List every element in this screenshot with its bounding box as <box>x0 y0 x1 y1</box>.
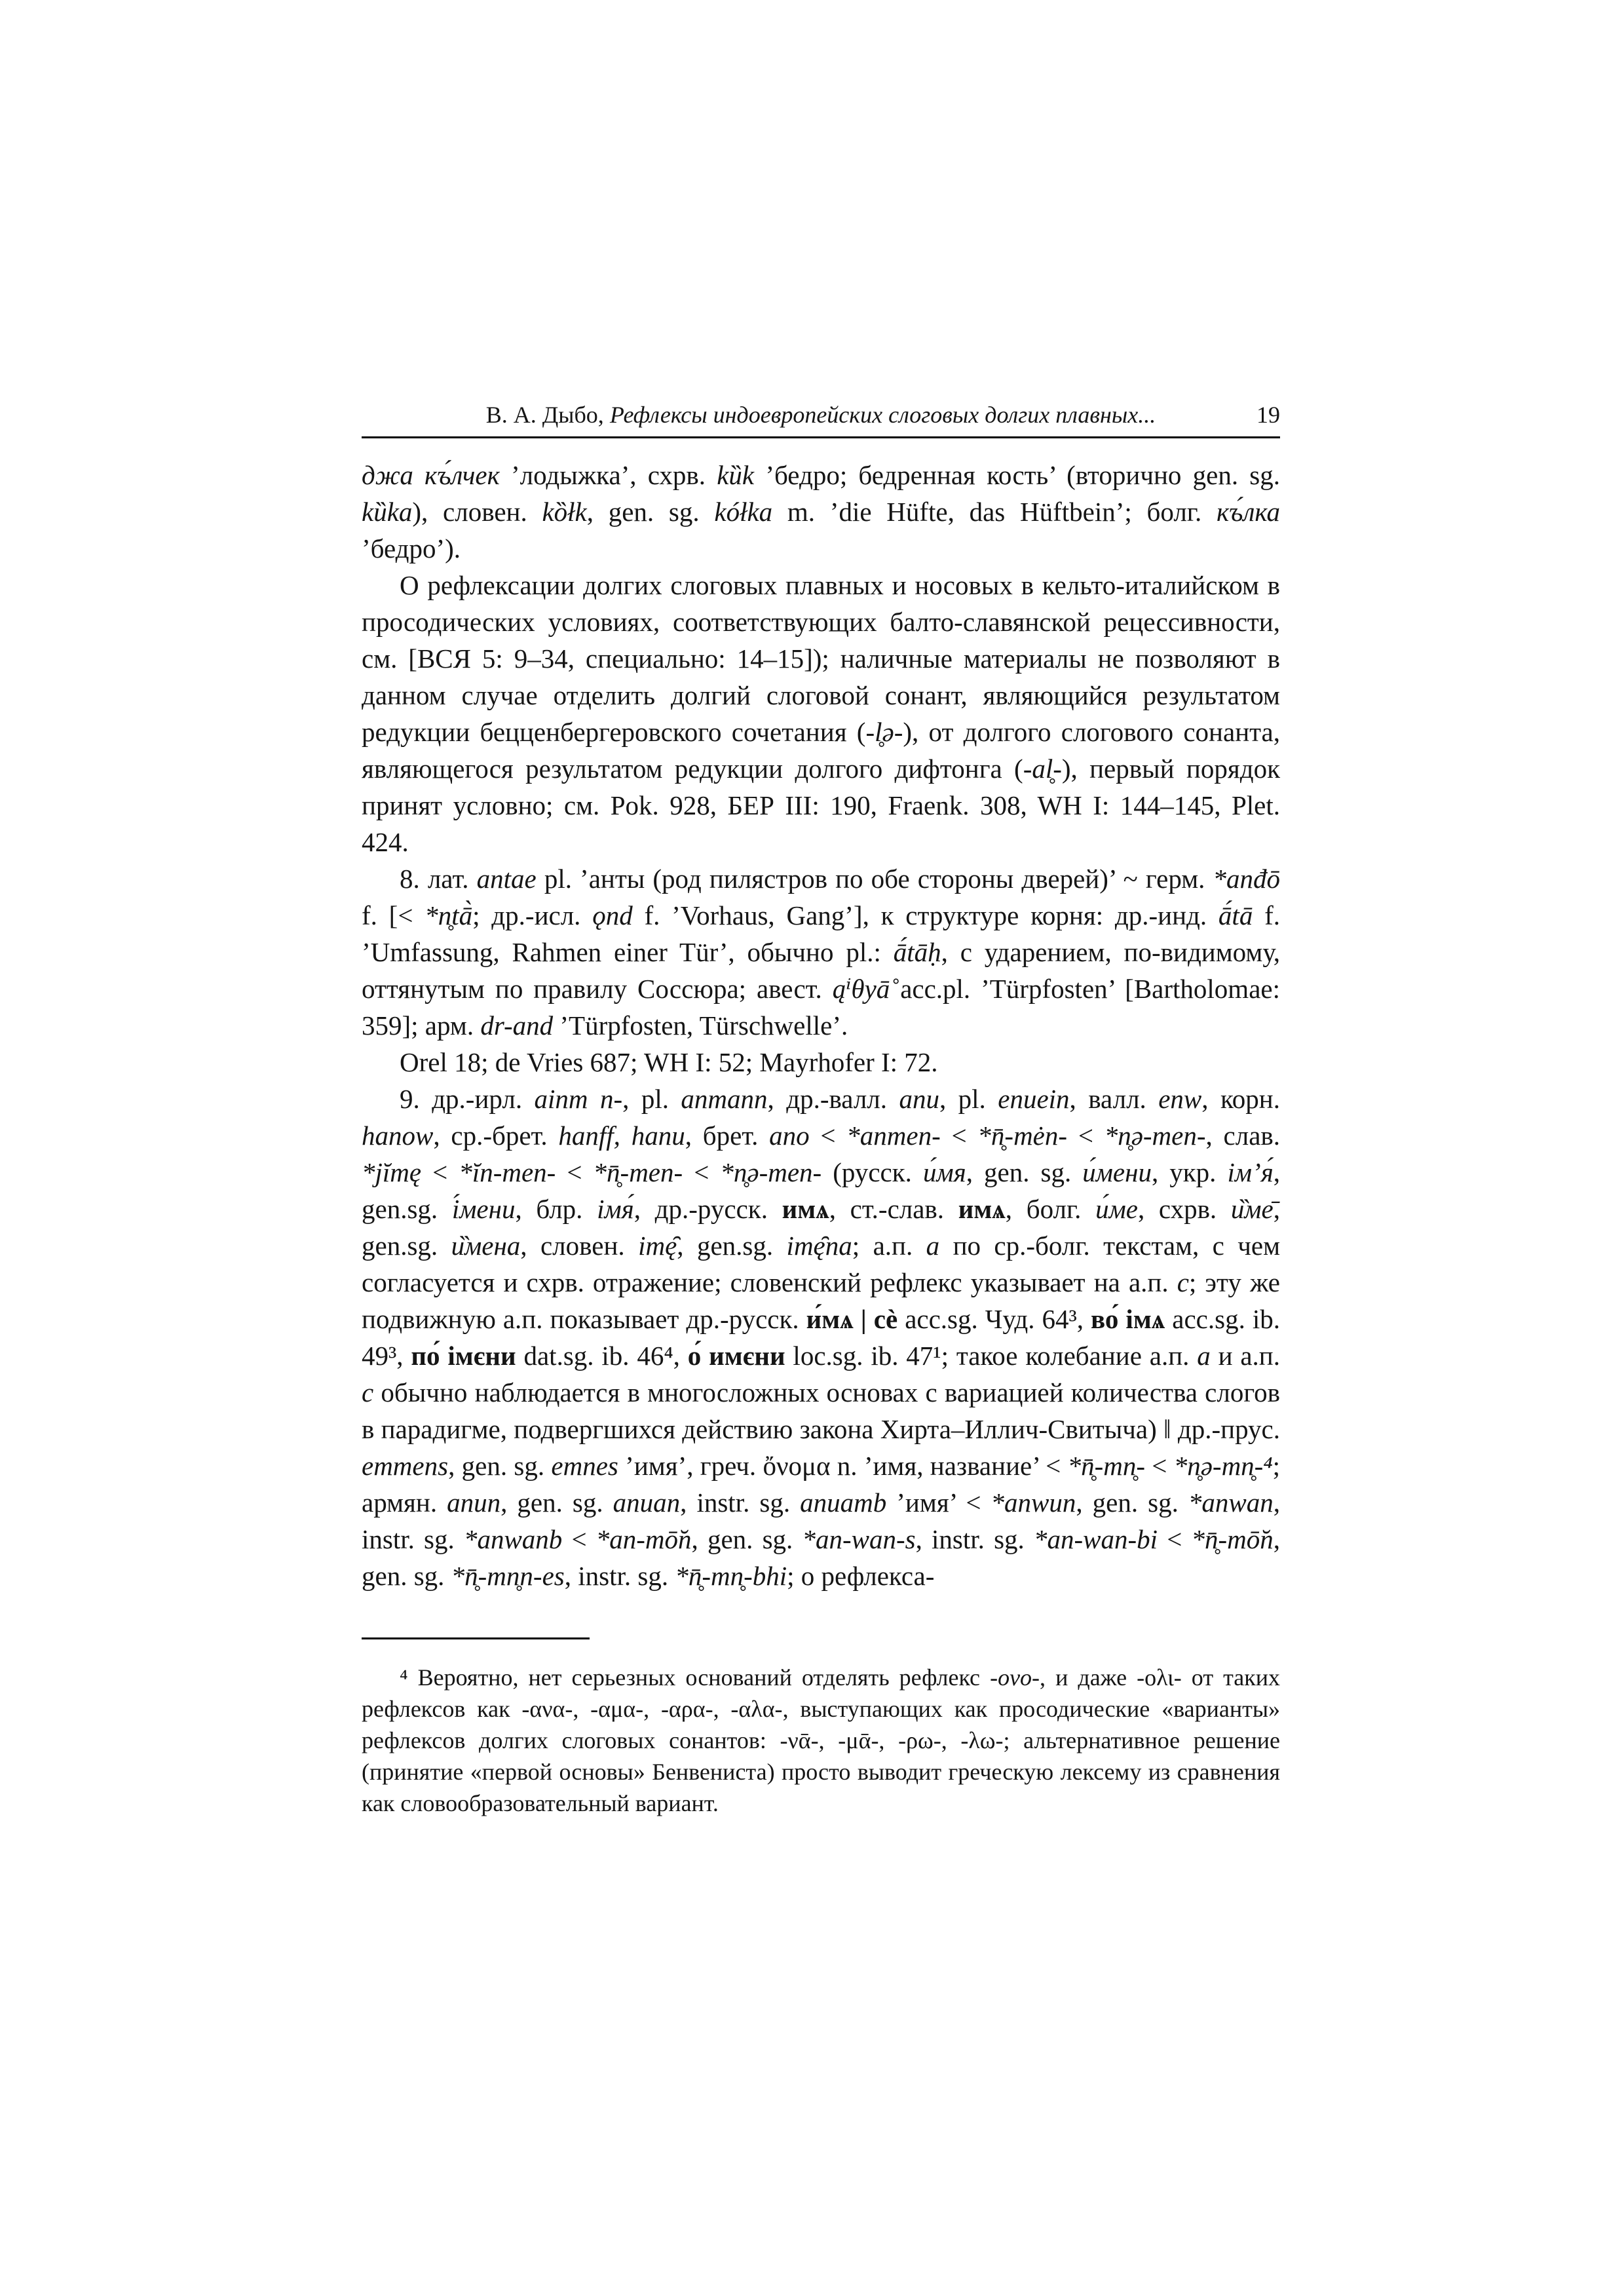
text-run: ’имя’, греч. <box>618 1451 763 1481</box>
text-run: *n̥̄-mō̆n <box>1191 1524 1274 1554</box>
text-run: и̏ме̄ <box>1230 1194 1274 1224</box>
text-run: О рефлексации долгих слоговых плавных и носовых в кельто-италийском в просодических условиях, соответствующих балто-славянской рецессивности, см. [ВСЯ 5: 9–34, специально: 14–15]); наличные материалы не позволяют в данном случае отделить долгий слоговой сонант, являющийся результатом редукции бецценбергеровского сочетания ( <box>362 570 1280 747</box>
text-run: ano <box>769 1120 810 1151</box>
running-head-work-title: Рефлексы индоевропейских слоговых долгих плавных... <box>609 402 1156 428</box>
text-run: n. ’имя, название’ < <box>830 1451 1068 1481</box>
text-run: и́мени <box>1082 1157 1152 1187</box>
text-run: *anmen- <box>846 1120 941 1151</box>
text-run: и́мя <box>922 1157 966 1187</box>
text-run: ǫnd <box>592 900 633 930</box>
text-run: ainm n- <box>534 1084 623 1114</box>
text-run: , др.-валл. <box>767 1084 899 1114</box>
text-run: -ολι- <box>1137 1664 1182 1691</box>
text-run: , слав. <box>1205 1120 1280 1151</box>
text-run: , pl. <box>939 1084 998 1114</box>
text-run: -l̥ə- <box>865 717 903 747</box>
text-run: , валл. <box>1069 1084 1159 1114</box>
text-run: , instr. sg. <box>680 1487 801 1518</box>
text-column <box>362 401 1280 1819</box>
text-run: (русск. <box>821 1157 923 1187</box>
text-run: c <box>1177 1267 1189 1297</box>
text-run: c <box>362 1377 374 1407</box>
text-run: *n̥̄-men- <box>593 1157 683 1187</box>
text-run: и́мѧ | сѐ <box>806 1304 898 1334</box>
text-run: имѧ <box>782 1194 829 1224</box>
text-run: *n̥̄-mn̥- <box>1067 1451 1145 1481</box>
text-run: *jĭmę <box>362 1157 422 1187</box>
text-run: , с ударением, по-видимому, оттянутым по правилу Соссюра; авест. <box>362 937 1280 1004</box>
body-paragraphs <box>362 457 1280 1594</box>
text-run: enw <box>1158 1084 1202 1114</box>
text-run: < <box>1144 1451 1174 1481</box>
text-run: dr-and <box>480 1010 554 1041</box>
text-run: f. ’Vorhaus, Gang’], к структуре корня: др.-инд. <box>632 900 1218 930</box>
text-run: *n̥tā̀ <box>425 900 473 930</box>
text-run: f. [< <box>362 900 425 930</box>
text-run: *n̥ə-men- <box>720 1157 822 1187</box>
text-run: < <box>556 1157 594 1187</box>
text-run: и̏мена <box>451 1231 521 1261</box>
text-run: ’бедро’). <box>362 533 461 564</box>
text-run: < <box>562 1524 596 1554</box>
text-run: ⁴ Вероятно, нет серьезных оснований отделять рефлекс <box>400 1664 991 1691</box>
text-run: и́ме <box>1095 1194 1138 1224</box>
text-run: , gen. sg. <box>1076 1487 1188 1518</box>
text-run: acc.sg. ib. 49³, <box>362 1304 1280 1371</box>
paragraph <box>362 1662 1280 1819</box>
text-run: къ́лка <box>1217 497 1280 527</box>
text-run: anuan <box>613 1487 681 1518</box>
text-run: , укр. <box>1151 1157 1228 1187</box>
text-run: *n̥̄-mn̥-bhi <box>675 1561 787 1591</box>
text-run: loc.sg. ib. 47¹; такое колебание а.п. <box>785 1341 1198 1371</box>
text-run: ā́tā <box>1218 900 1253 930</box>
text-run: acc.pl. ’Türpfosten’ [Bartholomae: 359]; арм. <box>362 974 1280 1041</box>
text-run: a <box>1197 1341 1211 1371</box>
text-run: emnes <box>551 1451 618 1481</box>
text-run: , instr. sg. <box>915 1524 1034 1554</box>
text-run: antae <box>476 864 537 894</box>
footnote-paragraphs <box>362 1662 1280 1819</box>
text-run: *n̥ə-mn̥-⁴ <box>1173 1451 1273 1481</box>
text-run: , др.-русск. <box>633 1194 782 1224</box>
paragraph <box>362 457 1280 567</box>
text-run: ; др.-исл. <box>472 900 593 930</box>
text-run: ), словен. <box>412 497 542 527</box>
text-run: ā́tāḥ <box>893 937 941 967</box>
text-run: anun <box>447 1487 501 1518</box>
text-run: імя́ <box>597 1194 634 1224</box>
text-run: anu <box>899 1084 939 1114</box>
text-run: , gen. sg. <box>586 497 715 527</box>
text-run: по ср.-болг. текстам, с чем согласуется и схрв. отражение; словенский рефлекс указывает на а.п. <box>362 1231 1281 1297</box>
text-run: imę̑ <box>638 1231 677 1261</box>
text-run: *n̥ə-men- <box>1104 1120 1206 1151</box>
text-run: < <box>421 1157 459 1187</box>
text-run: < <box>1158 1524 1192 1554</box>
text-run: , gen.sg. <box>677 1231 787 1261</box>
text-run: dat.sg. ib. 46⁴, <box>516 1341 688 1371</box>
text-run: -ovo- <box>990 1664 1040 1691</box>
text-run: < <box>683 1157 721 1187</box>
text-run: *n̥̄-mėn- <box>977 1120 1068 1151</box>
text-run: , instr. sg. <box>564 1561 675 1591</box>
paragraph <box>362 1044 1280 1081</box>
text-run: *ĭn-men- <box>459 1157 556 1187</box>
text-run: , словен. <box>520 1231 639 1261</box>
text-run: , gen. sg. <box>691 1524 803 1554</box>
text-run: ), от долгого слогового сонанта, являющегося результатом редукции долгого дифтонга ( <box>362 717 1280 784</box>
text-run: , болг. <box>1005 1194 1096 1224</box>
text-run: a <box>926 1231 940 1261</box>
text-run: , gen. sg. <box>362 1524 1281 1591</box>
paragraph <box>362 1081 1280 1594</box>
text-run: и а.п. <box>1210 1341 1280 1371</box>
page-number: 19 <box>1256 402 1280 428</box>
text-run: ; альтернативное решение (принятие «первой основы» Бенвениста) просто выводит греческую лексему из сравнения как словообразовательный вариант. <box>362 1727 1280 1816</box>
text-run: во́ імѧ <box>1091 1304 1165 1334</box>
text-run: , instr. sg. <box>362 1487 1280 1554</box>
text-run: ім’я́ <box>1227 1157 1274 1187</box>
text-run: kółka <box>714 497 773 527</box>
text-run: ’лодыжка’, схрв. <box>499 460 717 490</box>
text-run: о́ имєни <box>687 1341 785 1371</box>
text-run: , корн. <box>1201 1084 1281 1114</box>
text-run: f. ’Umfassung, Rahmen einer Tür’, обычно pl.: <box>362 900 1281 967</box>
text-run: *anwun <box>991 1487 1076 1518</box>
text-run: , блр. <box>515 1194 597 1224</box>
text-run: ’имя’ < <box>886 1487 991 1518</box>
text-run: , gen. sg. <box>966 1157 1083 1187</box>
text-run: по́ імєни <box>411 1341 516 1371</box>
text-run: pl. ’анты (род пилястров по обе стороны дверей)’ ~ герм. <box>536 864 1213 894</box>
text-run: kȕk <box>717 460 755 490</box>
text-run: і́мени <box>451 1194 516 1224</box>
text-run: ’бедро; бедренная кость’ (вторично gen. sg. <box>754 460 1280 490</box>
text-run: anuamb <box>800 1487 887 1518</box>
text-run: -νᾱ-, -μᾱ-, -ρω-, -λω- <box>780 1727 1004 1753</box>
text-run: hanff, hanu <box>558 1120 685 1151</box>
text-run: , gen.sg. <box>362 1194 1280 1261</box>
text-run: имѧ <box>958 1194 1006 1224</box>
text-run: -al̥- <box>1023 754 1062 784</box>
text-run: ; армян. <box>362 1451 1280 1518</box>
text-run: kȍłk <box>542 497 587 527</box>
text-run: 9. др.-ирл. <box>400 1084 535 1114</box>
text-run: , gen. sg. <box>448 1451 552 1481</box>
text-run: Orel 18; de Vries 687; WH I: 52; Mayrhofer I: 72. <box>400 1047 938 1077</box>
text-run: < <box>940 1120 978 1151</box>
text-run: , gen. sg. <box>500 1487 613 1518</box>
text-run: anmann <box>681 1084 768 1114</box>
text-run: hanow <box>362 1120 434 1151</box>
text-run: джа къ́лчек <box>362 460 500 490</box>
text-run: ’Türpfosten, Türschwelle’. <box>553 1010 848 1041</box>
text-run: , ст.-слав. <box>829 1194 958 1224</box>
paragraph <box>362 567 1280 860</box>
text-run: ąⁱθyā̊ <box>832 974 890 1004</box>
text-run: *an-wan-s <box>802 1524 916 1554</box>
text-run: обычно наблюдается в многосложных основах с вариацией количества слогов в парадигме, подвергшихся действию закона Хирта–Иллич-Свитыча) ‖ др.-прус. <box>362 1377 1280 1444</box>
running-head <box>362 401 1280 438</box>
text-run: emmens <box>362 1451 449 1481</box>
text-run: , и даже <box>1040 1664 1137 1691</box>
text-run: acc.sg. Чуд. 64³, <box>897 1304 1091 1334</box>
text-run: kȕka <box>362 497 413 527</box>
text-run: < <box>1067 1120 1105 1151</box>
running-head-author: В. А. Дыбо, <box>485 402 610 428</box>
text-run: *an-wan-bi <box>1033 1524 1158 1554</box>
text-run: ; эту же подвижную а.п. показывает др.-русск. <box>362 1267 1280 1334</box>
text-run: *anđō <box>1213 864 1280 894</box>
text-run: < <box>809 1120 847 1151</box>
text-run: от таких рефлексов как <box>362 1664 1280 1722</box>
text-run: , брет. <box>685 1120 770 1151</box>
text-run: *an-mō̆n <box>595 1524 692 1554</box>
text-run: , ср.-брет. <box>433 1120 559 1151</box>
text-run: ; о рефлекса- <box>787 1561 935 1591</box>
text-run: *anwan <box>1188 1487 1274 1518</box>
footnote-separator <box>362 1637 590 1639</box>
text-run: enuein <box>998 1084 1070 1114</box>
text-run: , gen.sg. <box>362 1157 1281 1224</box>
text-run: *anwanb <box>463 1524 563 1554</box>
text-run: -ανα-, -αμα-, -αρα-, -αλα- <box>521 1696 783 1722</box>
text-run: ), первый порядок принят условно; см. Pok. 928, БЕР III: 190, Fraenk. 308, WH I: 144–145, Plet. 424. <box>362 754 1280 857</box>
text-run: ; а.п. <box>852 1231 926 1261</box>
text-run: 8. лат. <box>400 864 477 894</box>
text-run: , pl. <box>622 1084 681 1114</box>
text-run: ὄνομα <box>763 1451 831 1481</box>
paragraph <box>362 860 1280 1044</box>
text-run: , схрв. <box>1137 1194 1231 1224</box>
text-run: , выступающих как просодические «варианты» рефлексов долгих слоговых сонантов: <box>362 1696 1281 1753</box>
text-run: imę̑na <box>786 1231 852 1261</box>
text-run: *n̥̄-mn̥n-es <box>451 1561 565 1591</box>
text-run: m. ’die Hüfte, das Hüftbein’; болг. <box>772 497 1217 527</box>
